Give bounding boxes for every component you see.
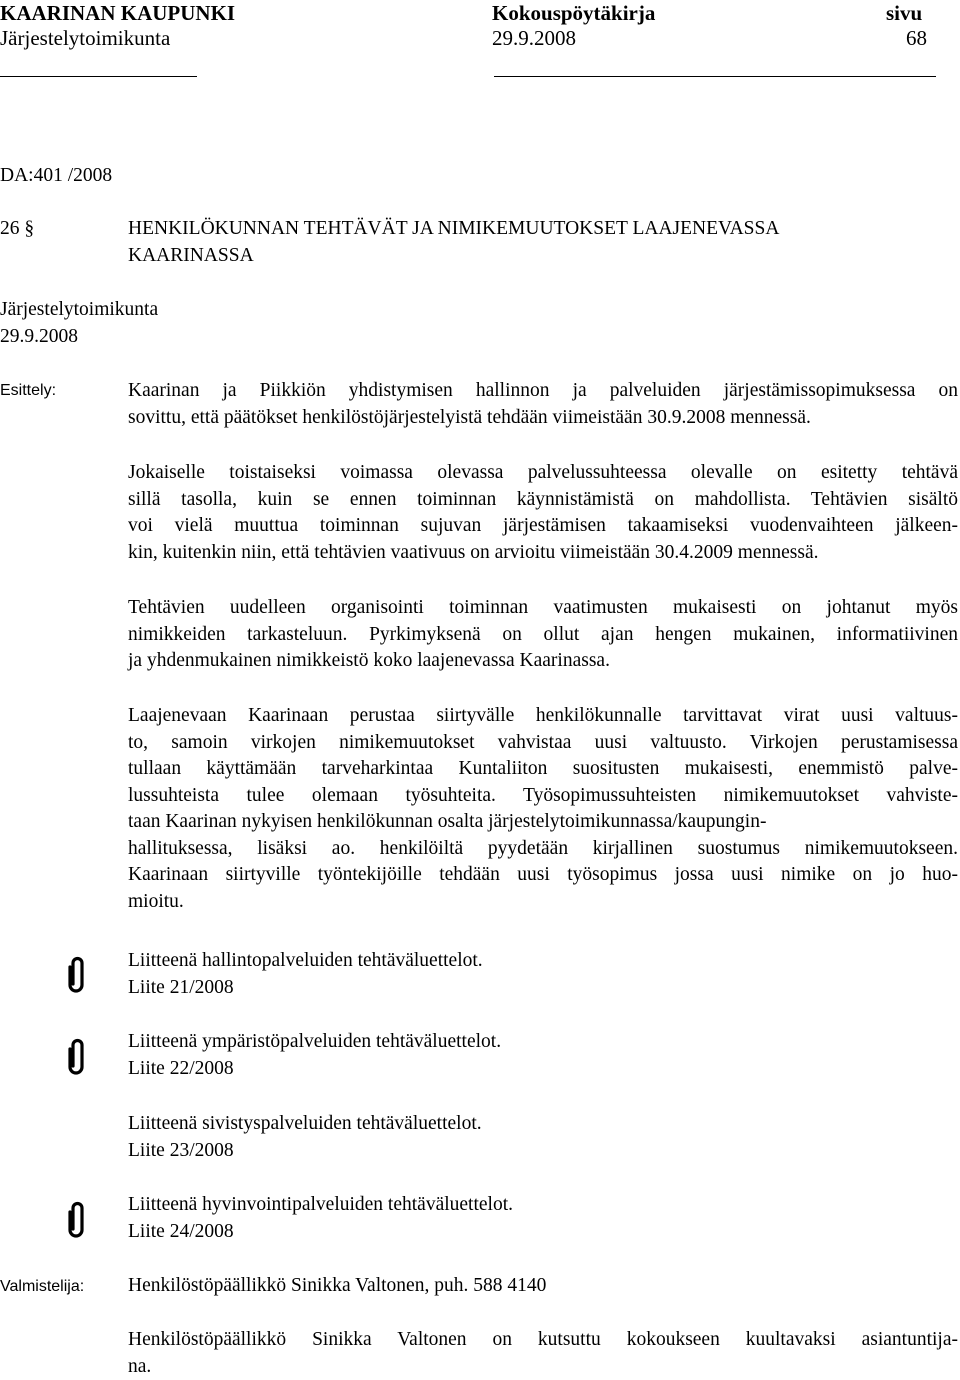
paragraph-line: lussuhteista tulee olemaan työsuhteita. Työsopimussuhteisten nimikemuutokset vahviste- [128, 783, 958, 810]
attachment-2-ref[interactable]: Liite 22/2008 [128, 1056, 234, 1083]
header-rule-right [494, 76, 936, 77]
attachment-3-ref[interactable]: Liite 23/2008 [128, 1138, 234, 1165]
paragraph-line: sillä tasolla, kuin se ennen toiminnan käynnistämistä on mahdollista. Tehtävien sisältö [128, 487, 958, 514]
paragraph-3 [128, 595, 958, 675]
paperclip-icon [66, 954, 88, 994]
paragraph-2 [128, 460, 958, 566]
paragraph-line: to, samoin virkojen nimikemuutokset vahvistaa uusi valtuusto. Virkojen perustamisessa [128, 730, 958, 757]
paragraph-line: taan Kaarinan nykyisen henkilökunnan osalta järjestelytoimikunnassa/kaupungin- [128, 809, 958, 836]
paragraph-line: Kaarinan ja Piikkiön yhdistymisen hallinnon ja palveluiden järjestämissopimuksessa on [128, 378, 958, 405]
paragraph-line: na. [128, 1354, 958, 1380]
section-title-line-1: HENKILÖKUNNAN TEHTÄVÄT JA NIMIKEMUUTOKSET LAAJENEVASSA [128, 216, 779, 243]
header-page-number: 68 [906, 25, 927, 51]
attachment-1-ref[interactable]: Liite 21/2008 [128, 975, 234, 1002]
paragraph-line: kin, kuitenkin niin, että tehtävien vaativuus on arvioitu viimeistään 30.4.2009 mennessä. [128, 540, 958, 567]
header-doctype: Kokouspöytäkirja [492, 0, 655, 26]
paragraph-4 [128, 703, 958, 915]
attachment-1-text: Liitteenä hallintopalveluiden tehtäväluettelot. [128, 948, 483, 975]
paragraph-line: Jokaiselle toistaiseksi voimassa olevassa palvelussuhteessa olevalle on esitetty tehtävä [128, 460, 958, 487]
paragraph-line: voi vielä muuttua toiminnan sujuvan järjestämisen takaamiseksi vuodenvaihteen jälkeen- [128, 513, 958, 540]
paperclip-icon [66, 1036, 88, 1076]
paperclip-icon [66, 1199, 88, 1239]
attachment-3-text: Liitteenä sivistyspalveluiden tehtäväluettelot. [128, 1111, 482, 1138]
meeting-date: 29.9.2008 [0, 324, 78, 351]
section-title-line-2: KAARINASSA [128, 243, 254, 270]
paragraph-line: Kaarinaan siirtyville työntekijöille tehdään uusi työsopimus jossa uusi nimike on jo huo- [128, 862, 958, 889]
paragraph-line: Laajenevaan Kaarinaan perustaa siirtyvälle henkilökunnalle tarvittavat virat uusi valtuus- [128, 703, 958, 730]
diary-number: DA:401 /2008 [0, 163, 112, 190]
header-body: Järjestelytoimikunta [0, 25, 170, 51]
presentation-label: Esittely: [0, 378, 56, 404]
paragraph-1 [128, 378, 958, 431]
meeting-body: Järjestelytoimikunta [0, 297, 158, 324]
attachment-2-text: Liitteenä ympäristöpalveluiden tehtäväluettelot. [128, 1029, 501, 1056]
header-page-label: sivu [886, 0, 922, 26]
attachment-4-ref[interactable]: Liite 24/2008 [128, 1219, 234, 1246]
header-rule-left [0, 76, 197, 77]
paragraph-line: ja yhdenmukainen nimikkeistö koko laajenevassa Kaarinassa. [128, 648, 958, 675]
paragraph-line: hallituksessa, lisäksi ao. henkilöiltä pyydetään kirjallinen suostumus nimikemuutokseen. [128, 836, 958, 863]
paragraph-line: Henkilöstöpäällikkö Sinikka Valtonen on kutsuttu kokoukseen kuultavaksi asiantuntija- [128, 1327, 958, 1354]
preparer-label: Valmistelija: [0, 1274, 84, 1300]
paragraph-line: nimikkeiden tarkasteluun. Pyrkimyksenä on ollut ajan hengen mukainen, informatiivinen [128, 622, 958, 649]
attachment-4-text: Liitteenä hyvinvointipalveluiden tehtäväluettelot. [128, 1192, 513, 1219]
section-number: 26 § [0, 216, 34, 243]
closing-paragraph [128, 1327, 958, 1380]
paragraph-line: tullaan käyttämään tarveharkintaa Kuntaliiton suositusten mukaisesti, enemmistö palve- [128, 756, 958, 783]
paragraph-line: sovittu, että päätökset henkilöstöjärjestelyistä tehdään viimeistään 30.9.2008 mennessä. [128, 405, 958, 432]
paragraph-line: Tehtävien uudelleen organisointi toiminnan vaatimusten mukaisesti on johtanut myös [128, 595, 958, 622]
paragraph-line: mioitu. [128, 889, 958, 916]
header-date: 29.9.2008 [492, 25, 576, 51]
preparer-text: Henkilöstöpäällikkö Sinikka Valtonen, puh. 588 4140 [128, 1273, 546, 1300]
header-org: KAARINAN KAUPUNKI [0, 0, 235, 26]
